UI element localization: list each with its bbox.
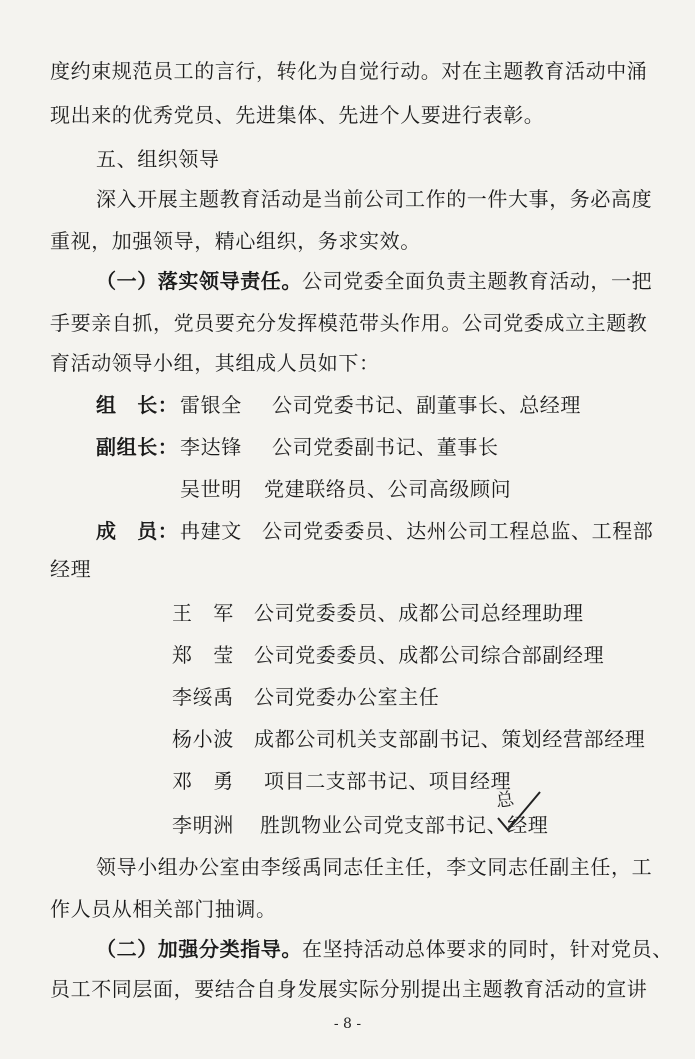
- paragraph-line: 深入开展主题教育活动是当前公司工作的一件大事，务必高度: [96, 187, 653, 211]
- member-name: 李绥禹: [172, 685, 234, 709]
- paragraph-text: 公司党委全面负责主题教育活动，一把: [302, 269, 653, 293]
- handwritten-char: 总: [494, 788, 516, 813]
- paragraph-line: 领导小组办公室由李绥禹同志任主任，李文同志任副主任，工: [96, 855, 653, 879]
- member-row: [172, 768, 511, 794]
- member-role: 公司党委副书记、董事长: [272, 435, 499, 459]
- paragraph-line: 重视，加强领导，精心组织，务求实效。: [50, 229, 421, 253]
- handwritten-correction: [478, 778, 548, 838]
- subsection-heading: （一）落实领导责任。: [96, 269, 302, 293]
- paragraph-line: 现出来的优秀党员、先进集体、先进个人要进行表彰。: [50, 103, 545, 127]
- member-row-leader: [96, 392, 581, 418]
- member-name: 李明洲: [172, 813, 234, 837]
- member-role: 公司党委办公室主任: [254, 685, 440, 709]
- member-label: 组 长：: [96, 393, 179, 417]
- member-name: 郑 莹: [172, 643, 234, 667]
- paragraph-line: 度约束规范员工的言行，转化为自觉行动。对在主题教育活动中涌: [50, 59, 648, 83]
- section-title: 五、组织领导: [96, 147, 220, 171]
- member-row-deputy: [180, 476, 511, 502]
- member-row: [172, 642, 604, 668]
- member-name: 吴世明: [180, 477, 242, 501]
- member-role: 项目二支部书记、项目经理: [264, 769, 512, 793]
- member-label: 成 员：: [96, 519, 179, 543]
- member-role: 成都公司机关支部副书记、策划经营部经理: [254, 727, 646, 751]
- checkmark-insert-icon: [478, 778, 548, 838]
- member-role-continuation: 经理: [50, 557, 92, 581]
- member-role: 公司党委书记、副董事长、总经理: [272, 393, 581, 417]
- paragraph-line: 作人员从相关部门抽调。: [50, 897, 277, 921]
- paragraph-text: 在坚持活动总体要求的同时，针对党员、: [302, 937, 673, 961]
- paragraph-line: 员工不同层面，要结合自身发展实际分别提出主题教育活动的宣讲: [50, 977, 648, 1001]
- member-row-deputy: [96, 434, 499, 460]
- member-role: 公司党委委员、成都公司总经理助理: [254, 601, 584, 625]
- paragraph-line: 育活动领导小组，其组成人员如下：: [50, 351, 380, 375]
- page-number: - 8 -: [333, 1016, 362, 1032]
- member-label: 副组长：: [96, 435, 179, 459]
- member-name: 冉建文: [180, 519, 242, 543]
- member-row: [172, 726, 645, 752]
- member-row: [172, 684, 439, 710]
- member-row-first: [96, 518, 653, 544]
- member-role: 公司党委委员、达州公司工程总监、工程部: [262, 519, 654, 543]
- member-role: 公司党委委员、成都公司综合部副经理: [254, 643, 605, 667]
- member-role: 胜凯物业公司党支部书记、经理: [260, 813, 549, 837]
- member-name: 李达锋: [180, 435, 242, 459]
- paragraph-line: [96, 936, 673, 962]
- member-name: 邓 勇: [172, 769, 234, 793]
- paragraph-line: [96, 268, 652, 294]
- member-name: 杨小波: [172, 727, 234, 751]
- member-name: 雷银全: [180, 393, 242, 417]
- paragraph-line: 手要亲自抓，党员要充分发挥模范带头作用。公司党委成立主题教: [50, 311, 648, 335]
- subsection-heading: （二）加强分类指导。: [96, 937, 302, 961]
- member-row: [172, 600, 584, 626]
- member-role: 党建联络员、公司高级顾问: [264, 477, 512, 501]
- member-name: 王 军: [172, 601, 234, 625]
